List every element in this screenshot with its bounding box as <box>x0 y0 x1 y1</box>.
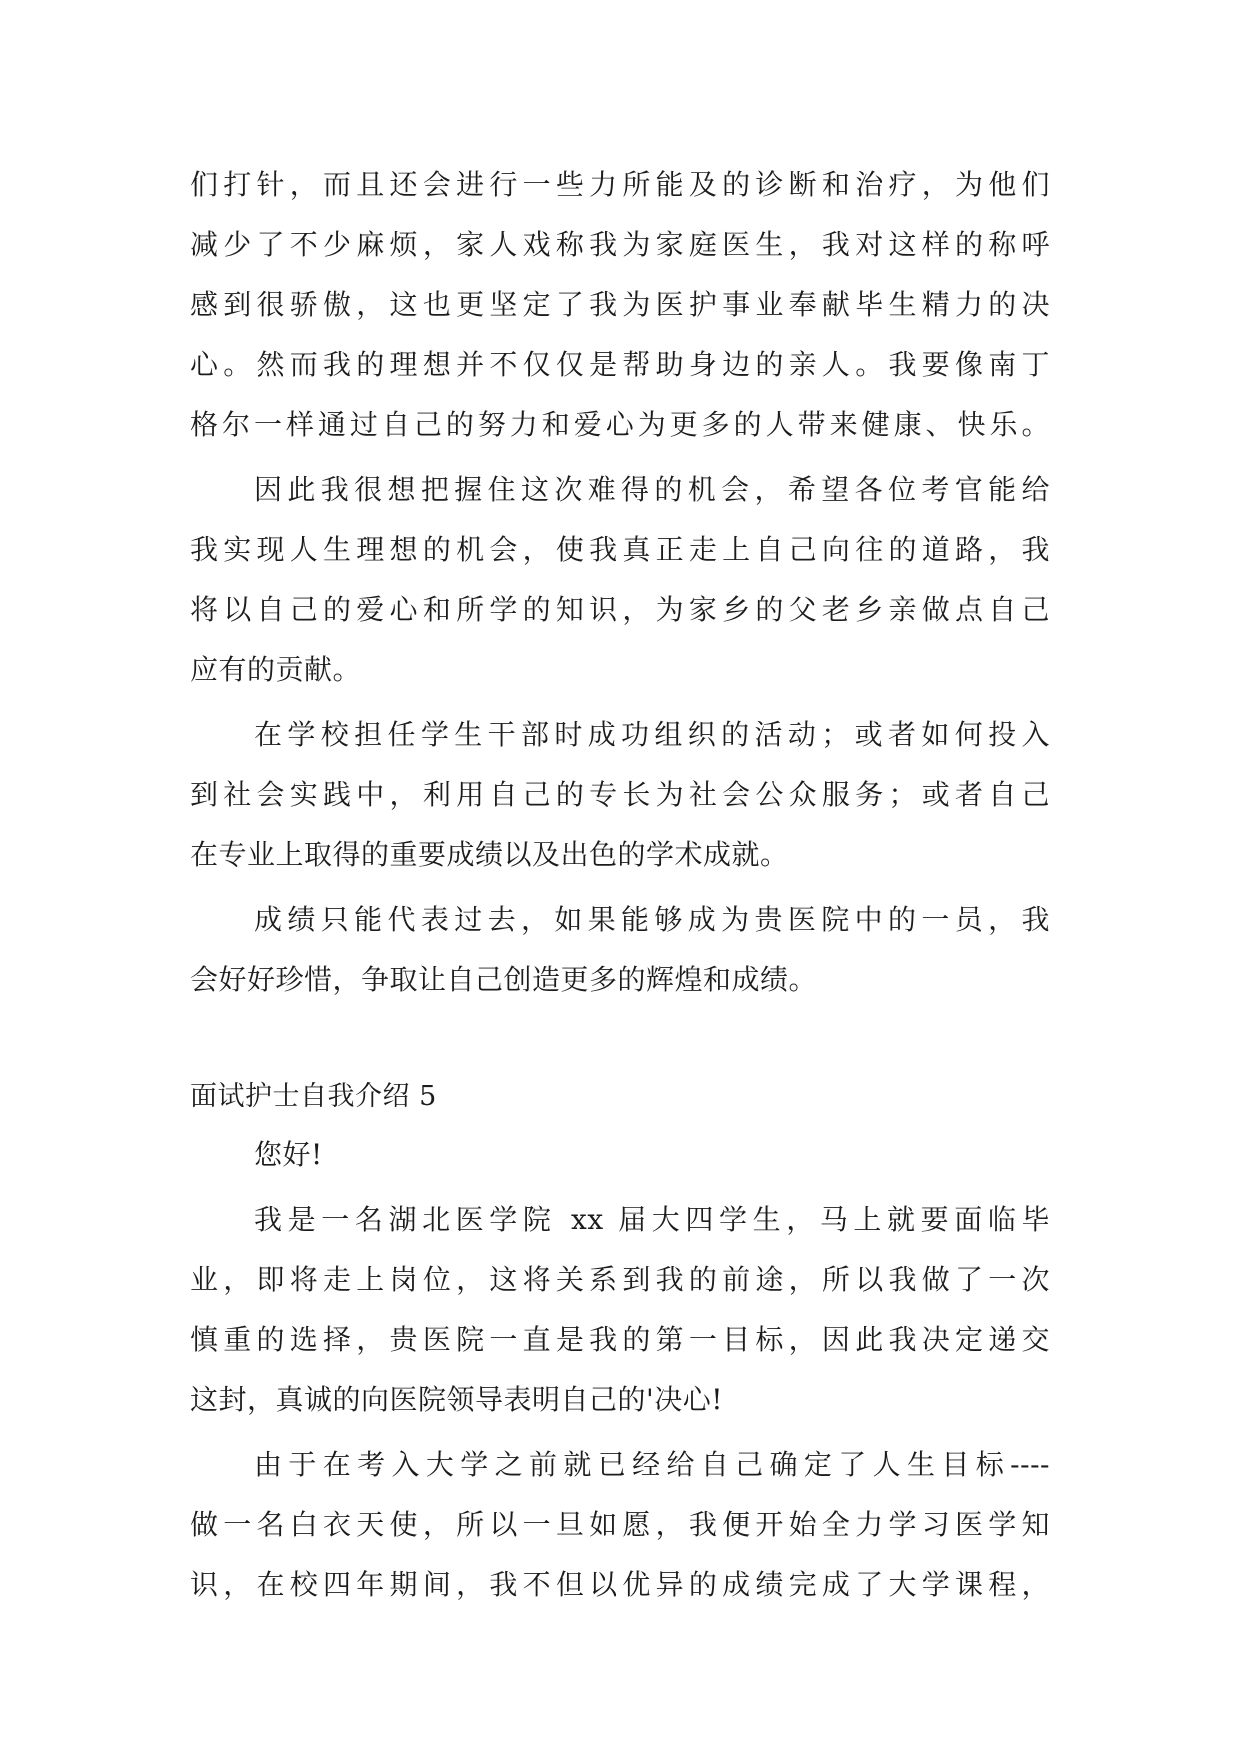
text-line: 将以自己的爱心和所学的知识，为家乡的父老乡亲做点自己 <box>190 593 1050 626</box>
text-line: 识，在校四年期间，我不但以优异的成绩完成了大学课程， <box>190 1568 1050 1601</box>
text-line: 格尔一样通过自己的努力和爱心为更多的人带来健康、快乐。 <box>190 408 1050 441</box>
text-line: 心。然而我的理想并不仅仅是帮助身边的亲人。我要像南丁 <box>190 348 1050 381</box>
text-line: 业，即将走上岗位，这将关系到我的前途，所以我做了一次 <box>190 1263 1050 1296</box>
text-line: 应有的贡献。 <box>190 653 362 686</box>
text-line: 感到很骄傲，这也更坚定了我为医护事业奉献毕生精力的决 <box>190 288 1050 321</box>
text-line: 到社会实践中，利用自己的专长为社会公众服务；或者自己 <box>190 778 1050 811</box>
section-body <box>190 1125 1241 1615</box>
paragraph <box>190 890 1241 1010</box>
paragraph <box>190 1435 1241 1615</box>
text-line: 因此我很想把握住这次难得的机会，希望各位考官能给 <box>254 473 1050 506</box>
text-line: 由于在考入大学之前就已经给自己确定了人生目标---- <box>254 1448 1050 1481</box>
text-line: 们打针，而且还会进行一些力所能及的诊断和治疗，为他们 <box>190 168 1050 201</box>
paragraph <box>190 1125 1241 1185</box>
text-line: 我实现人生理想的机会，使我真正走上自己向往的道路，我 <box>190 533 1050 566</box>
text-line: 在学校担任学生干部时成功组织的活动；或者如何投入 <box>254 718 1050 751</box>
text-line: 做一名白衣天使，所以一旦如愿，我便开始全力学习医学知 <box>190 1508 1050 1541</box>
text-line: 慎重的选择，贵医院一直是我的第一目标，因此我决定递交 <box>190 1323 1050 1356</box>
text-line: 减少了不少麻烦，家人戏称我为家庭医生，我对这样的称呼 <box>190 228 1050 261</box>
text-line: 会好好珍惜，争取让自己创造更多的辉煌和成绩。 <box>190 963 818 996</box>
greeting-line: 您好! <box>254 1138 323 1171</box>
paragraph <box>190 460 1241 700</box>
section-heading: 面试护士自我介绍 5 <box>190 1081 437 1112</box>
text-line: 我是一名湖北医学院 xx 届大四学生，马上就要面临毕 <box>254 1203 1050 1236</box>
text-line: 这封，真诚的向医院领导表明自己的'决心! <box>190 1383 723 1416</box>
text-line: 在专业上取得的重要成绩以及出色的学术成就。 <box>190 838 789 871</box>
paragraph <box>190 1190 1241 1430</box>
text-line: 成绩只能代表过去，如果能够成为贵医院中的一员，我 <box>254 903 1050 936</box>
previous-section-body <box>190 155 1241 1010</box>
paragraph <box>190 705 1241 885</box>
paragraph <box>190 155 1241 455</box>
